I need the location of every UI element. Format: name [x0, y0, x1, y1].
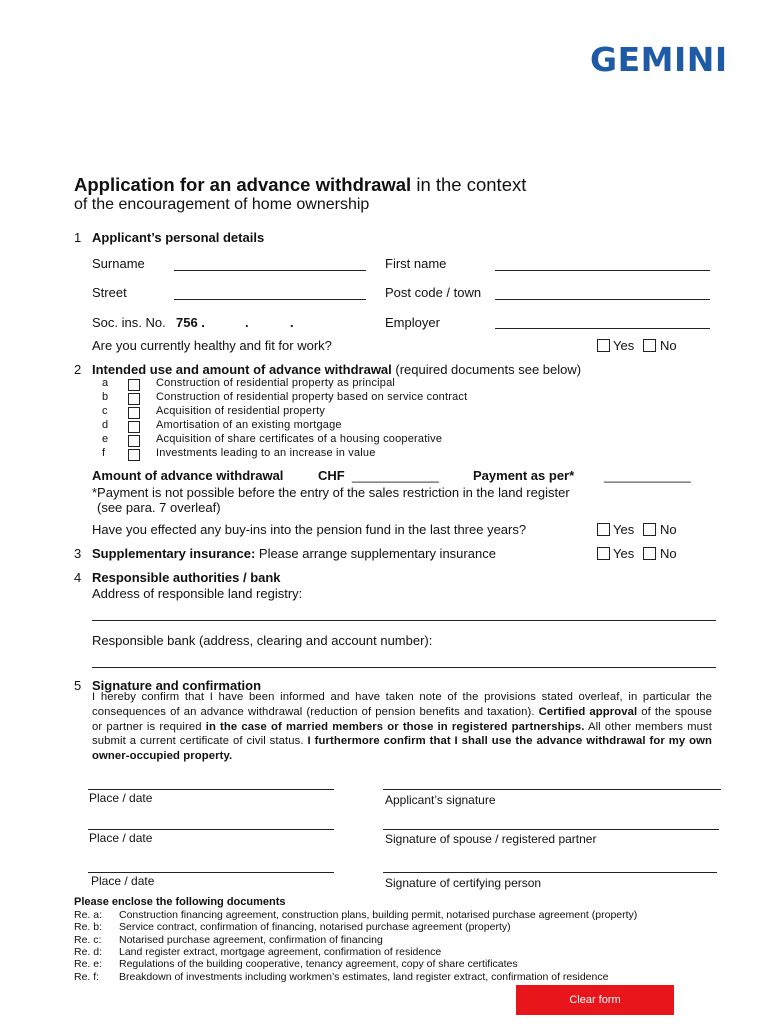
document-ref: Re. f: [74, 970, 100, 983]
document-ref: Re. b: [74, 921, 103, 934]
place-date-3-label: Place / date [91, 874, 155, 888]
first-name-field[interactable] [495, 270, 710, 271]
option-checkbox[interactable] [128, 421, 140, 433]
place-date-1-field[interactable] [88, 789, 334, 790]
applicant-signature-field[interactable] [383, 789, 721, 790]
health-no-option [643, 338, 677, 353]
health-no-checkbox[interactable] [643, 339, 656, 352]
option-letter: e [102, 433, 109, 445]
section-3-heading-bold: Supplementary insurance: [92, 546, 256, 561]
spouse-signature-field[interactable] [383, 829, 719, 830]
certifying-signature-field[interactable] [383, 872, 717, 873]
document-text: Breakdown of investments including workmen’s estimates, land register extract, confirmation of residence [119, 970, 609, 983]
section-5-number: 5 [74, 678, 82, 693]
section-5-heading: Signature and confirmation [92, 678, 262, 693]
chf-label: CHF [318, 468, 345, 483]
option-letter: c [102, 405, 108, 417]
document-ref: Re. a: [74, 909, 103, 921]
option-checkbox[interactable] [128, 407, 140, 419]
section-2-heading [92, 362, 581, 377]
gemini-logo: GEMINI [590, 40, 728, 79]
amount-label: Amount of advance withdrawal [92, 468, 284, 483]
document-text: Regulations of the building cooperative, tenancy agreement, copy of share certificates [119, 958, 518, 971]
document-ref: Re. e: [74, 958, 103, 971]
option-letter: a [102, 377, 109, 389]
document-text: Service contract, confirmation of financing, notarised purchase agreement (property) [119, 921, 511, 934]
document-text: Construction financing agreement, construction plans, building permit, notarised purchase agreement (property) [119, 909, 638, 921]
option-label: Investments leading to an increase in value [156, 447, 376, 459]
soc-ins-label: Soc. ins. No. [92, 315, 166, 330]
payment-note-line2: (see para. 7 overleaf) [97, 500, 221, 515]
option-letter: b [102, 391, 109, 403]
confirmation-p1: I hereby confirm that I have been informed and have taken note of the provisions stated overleaf, in particular the consequences of an advance withdrawal (reduction of pension benefits and taxation). [92, 691, 712, 718]
insurance-no-option [643, 546, 677, 561]
bank-field[interactable] [92, 667, 716, 668]
option-checkbox[interactable] [128, 379, 140, 391]
title-rest: in the context [411, 174, 527, 195]
page-title [74, 174, 526, 196]
option-label: Construction of residential property as principal [156, 377, 396, 389]
option-checkbox[interactable] [128, 435, 140, 447]
employer-field[interactable] [495, 328, 710, 329]
section-3-heading [92, 546, 496, 561]
section-2-heading-rest: (required documents see below) [391, 362, 582, 377]
option-checkbox[interactable] [128, 393, 140, 405]
land-registry-label: Address of responsible land registry: [92, 586, 303, 601]
chf-amount-field[interactable]: ____________ [352, 468, 439, 483]
document-ref: Re. c: [74, 933, 102, 946]
first-name-label: First name [385, 256, 447, 271]
soc-ins-dot-2: . [290, 315, 294, 330]
section-1-heading: Applicant’s personal details [92, 230, 265, 245]
insurance-no-label: No [660, 546, 677, 561]
health-yes-checkbox[interactable] [597, 339, 610, 352]
street-field[interactable] [174, 299, 366, 300]
section-4-number: 4 [74, 570, 82, 585]
document-ref: Re. d: [74, 945, 103, 958]
option-letter: d [102, 419, 109, 431]
confirmation-p2: Certified approval [538, 705, 638, 718]
post-code-town-label: Post code / town [385, 285, 482, 300]
documents-heading: Please enclose the following documents [74, 896, 286, 908]
certifying-signature-label: Signature of certifying person [385, 876, 542, 890]
buyins-no-label: No [660, 522, 677, 537]
buyins-yes-checkbox[interactable] [597, 523, 610, 536]
bank-label: Responsible bank (address, clearing and account number): [92, 633, 433, 648]
insurance-yes-label: Yes [613, 546, 635, 561]
confirmation-p6: I furthermore confirm that I shall use the advance withdrawal for my own owner-occupied property. [92, 735, 712, 763]
section-2-number: 2 [74, 362, 82, 377]
insurance-yes-option [597, 546, 634, 561]
place-date-3-field[interactable] [88, 872, 334, 873]
soc-ins-field[interactable] [212, 313, 307, 329]
health-question: Are you currently healthy and fit for work? [92, 338, 332, 353]
soc-ins-dot-1: . [245, 315, 249, 330]
place-date-2-field[interactable] [88, 829, 334, 830]
soc-ins-prefix: 756 . [176, 315, 205, 330]
applicant-signature-label: Applicant’s signature [385, 793, 496, 807]
health-yes-label: Yes [613, 338, 635, 353]
payment-date-field[interactable]: ____________ [604, 468, 691, 483]
confirmation-p3: of the spouse or partner is required [92, 705, 712, 733]
payment-note-line1: *Payment is not possible before the entry of the sales restriction in the land register [92, 485, 570, 500]
title-bold: Application for an advance withdrawal [74, 174, 412, 195]
place-date-2-label: Place / date [89, 831, 153, 845]
page-subtitle: of the encouragement of home ownership [74, 196, 370, 213]
health-no-label: No [660, 338, 677, 353]
option-checkbox[interactable] [128, 449, 140, 461]
employer-label: Employer [385, 315, 440, 330]
place-date-1-label: Place / date [89, 791, 153, 805]
post-code-town-field[interactable] [495, 299, 710, 300]
buyins-no-checkbox[interactable] [643, 523, 656, 536]
option-label: Acquisition of share certificates of a housing cooperative [156, 433, 443, 445]
section-3-heading-rest: Please arrange supplementary insurance [255, 546, 496, 561]
buyins-yes-option [597, 522, 634, 537]
payment-as-per-label: Payment as per* [473, 468, 575, 483]
confirmation-p5: All other members must submit a current certificate of civil status. [92, 720, 712, 748]
confirmation-p4: in the case of married members or those in registered partnerships. [205, 720, 585, 733]
insurance-no-checkbox[interactable] [643, 547, 656, 560]
confirmation-paragraph [92, 690, 712, 764]
document-text: Notarised purchase agreement, confirmation of financing [119, 933, 383, 946]
buyins-no-option [643, 522, 677, 537]
section-4-heading: Responsible authorities / bank [92, 570, 281, 585]
buyins-yes-label: Yes [613, 522, 635, 537]
surname-label: Surname [92, 256, 145, 271]
option-label: Acquisition of residential property [156, 405, 326, 417]
buyins-question: Have you effected any buy-ins into the pension fund in the last three years? [92, 522, 527, 537]
option-label: Construction of residential property based on service contract [156, 391, 468, 403]
option-label: Amortisation of an existing mortgage [156, 419, 342, 431]
section-2-heading-bold: Intended use and amount of advance withdrawal [92, 362, 392, 377]
street-label: Street [92, 285, 127, 300]
section-3-number: 3 [74, 546, 82, 561]
land-registry-field[interactable] [92, 620, 716, 621]
clear-form-button[interactable]: Clear form [516, 985, 674, 1015]
spouse-signature-label: Signature of spouse / registered partner [385, 832, 597, 846]
section-1-number: 1 [74, 230, 82, 245]
health-yes-option [597, 338, 634, 353]
document-text: Land register extract, mortgage agreement, confirmation of residence [119, 945, 442, 958]
insurance-yes-checkbox[interactable] [597, 547, 610, 560]
option-letter: f [102, 447, 106, 459]
surname-field[interactable] [174, 270, 366, 271]
